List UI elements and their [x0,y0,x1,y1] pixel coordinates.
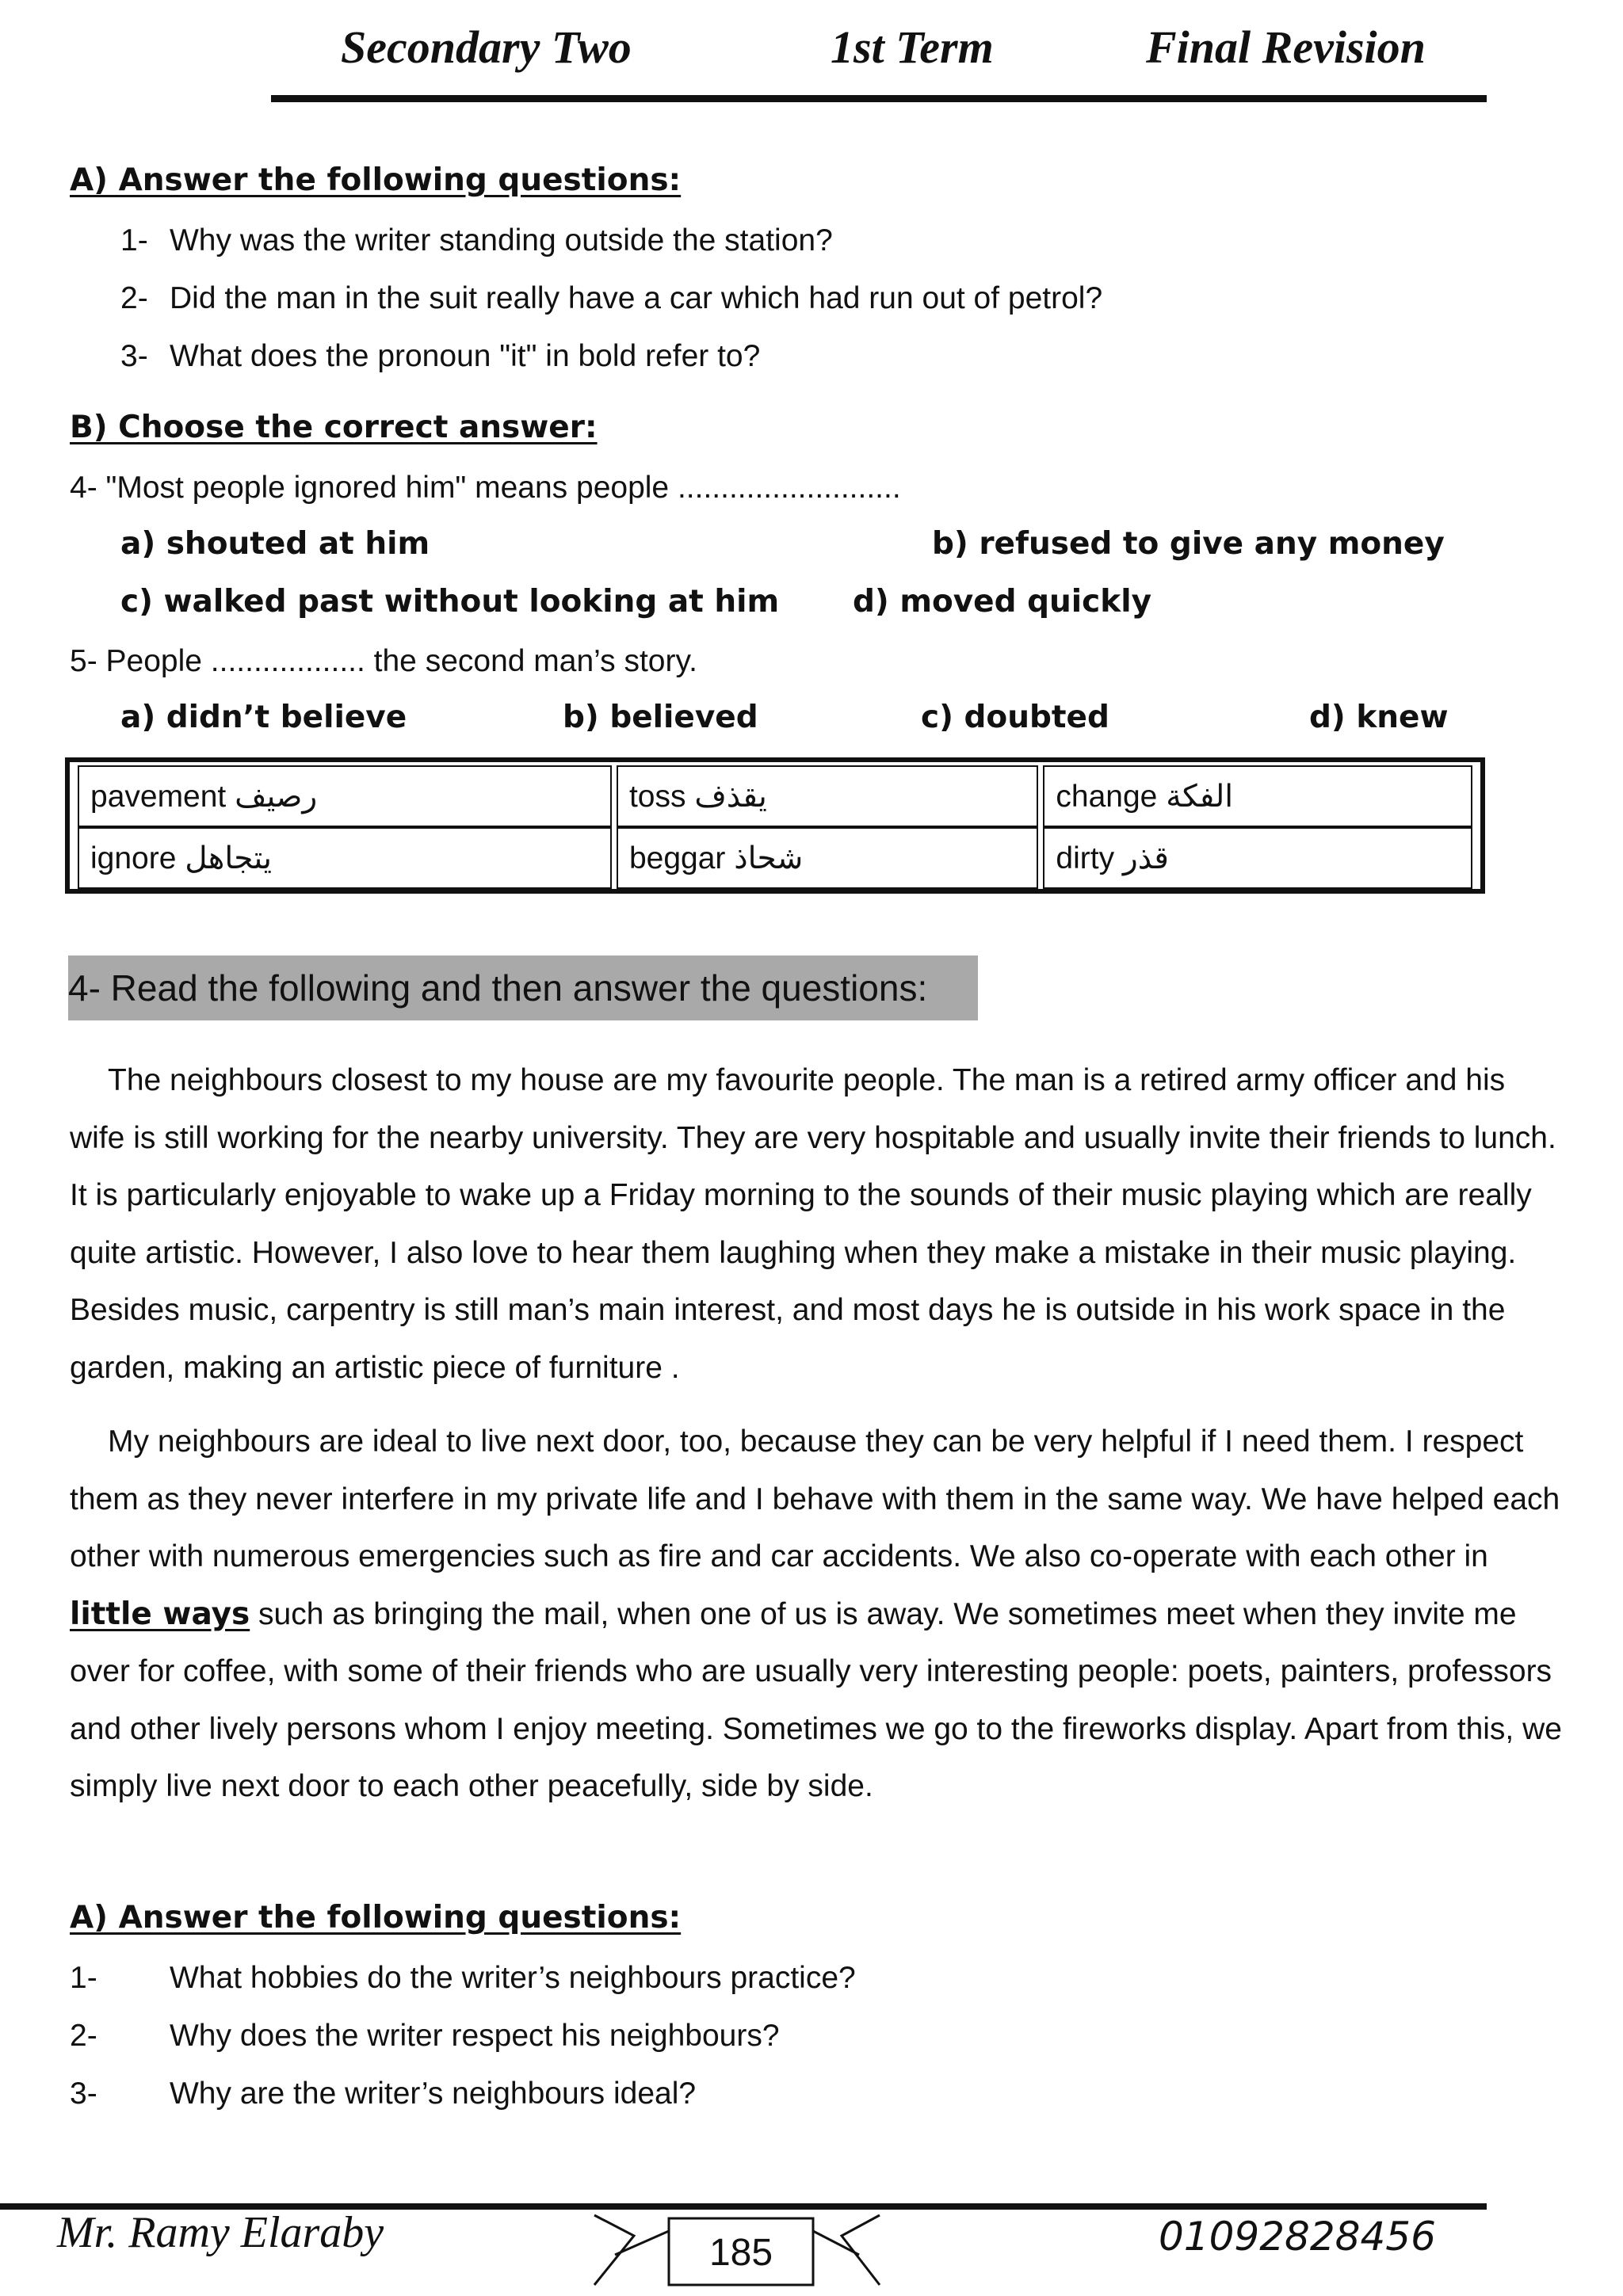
page-number: 185 [708,2232,773,2274]
vocab-cell: pavement رصيف [78,765,612,827]
question-num: 2- [70,2019,97,2053]
q4-option-d: d) moved quickly [853,584,1152,620]
passage-paragraph-1 [70,1052,1568,1397]
question-num: 3- [120,339,148,373]
footer-author: Mr. Ramy Elaraby [57,2208,384,2257]
paragraph-text-start: My neighbours are ideal to live next door, too, because they can be very helpful if I need them. I respect them as they never interfere in my private life and I behave with them in the same way. We have helped each other with numerous emergencies such as fire and car accidents. We also co-operate with each other in [70,1425,1560,1573]
part-a-heading: A) Answer the following questions: [70,162,682,198]
question-text: Why was the writer standing outside the station? [170,223,833,257]
question-num: 1- [70,1961,97,1995]
q4-option-b: b) refused to give any money [932,526,1445,562]
header-right: Final Revision [1146,21,1426,73]
header-rule [271,95,1487,102]
vocab-cell: toss يقذف [617,765,1038,827]
q4-option-a: a) shouted at him [120,526,430,562]
table-row [78,765,1472,827]
part-b-heading: B) Choose the correct answer: [70,410,598,445]
question-text: Did the man in the suit really have a car which had run out of petrol? [170,281,1103,315]
table-row [78,827,1472,889]
q5-option-b: b) believed [563,700,758,735]
q5-option-c: c) doubted [921,700,1109,735]
question-text: What does the pronoun "it" in bold refer to? [170,339,761,373]
part-a-heading-bottom: A) Answer the following questions: [70,1900,682,1936]
footer-phone: 01092828456 [1159,2214,1436,2260]
header-left: Secondary Two [341,21,632,73]
paragraph-text [70,1413,1568,1816]
q5-option-a: a) didn’t believe [120,700,407,735]
section-4-title: 4- Read the following and then answer the questions: [68,955,978,1020]
question-num: 3- [70,2077,97,2111]
question-text: Why are the writer’s neighbours ideal? [170,2077,697,2111]
vocab-cell: dirty قذر [1043,827,1472,889]
paragraph-text-end: such as bringing the mail, when one of us is away. We sometimes meet when they invite me over for coffee, with some of their friends who are usually very interesting people: poets, painters, professors and other lively persons whom I enjoy meeting. Sometimes we go to the fireworks display. Apart from this, we simply live next door to each other peacefully, side by side. [70,1596,1562,1803]
question-num: 2- [120,281,148,315]
q4-stem: 4- "Most people ignored him" means people .......................... [70,471,901,505]
vocab-cell: change الفكة [1043,765,1472,827]
question-text: Why does the writer respect his neighbours? [170,2019,780,2053]
highlighted-phrase: little ways [70,1596,250,1632]
passage-paragraph-2 [70,1413,1568,1816]
header-center: 1st Term [831,21,994,73]
question-text: What hobbies do the writer’s neighbours practice? [170,1961,856,1995]
q4-option-c: c) walked past without looking at him [120,584,780,620]
question-num: 1- [120,223,148,257]
vocab-cell: beggar شحاذ [617,827,1038,889]
q5-stem: 5- People .................. the second man’s story. [70,644,697,678]
q5-option-d: d) knew [1309,700,1449,735]
vocab-cell: ignore يتجاهل [78,827,612,889]
vocabulary-table [65,757,1485,894]
paragraph-text: The neighbours closest to my house are my favourite people. The man is a retired army officer and his wife is still working for the nearby university. They are very hospitable and usually invite their friends to lunch. It is particularly enjoyable to wake up a Friday morning to the sounds of their music playing which are really quite artistic. However, I also love to hear them laughing when they make a mistake in their music playing. Besides music, carpentry is still man’s main interest, and most days he is outside in his work space in the garden, making an artistic piece of furniture . [70,1063,1556,1385]
